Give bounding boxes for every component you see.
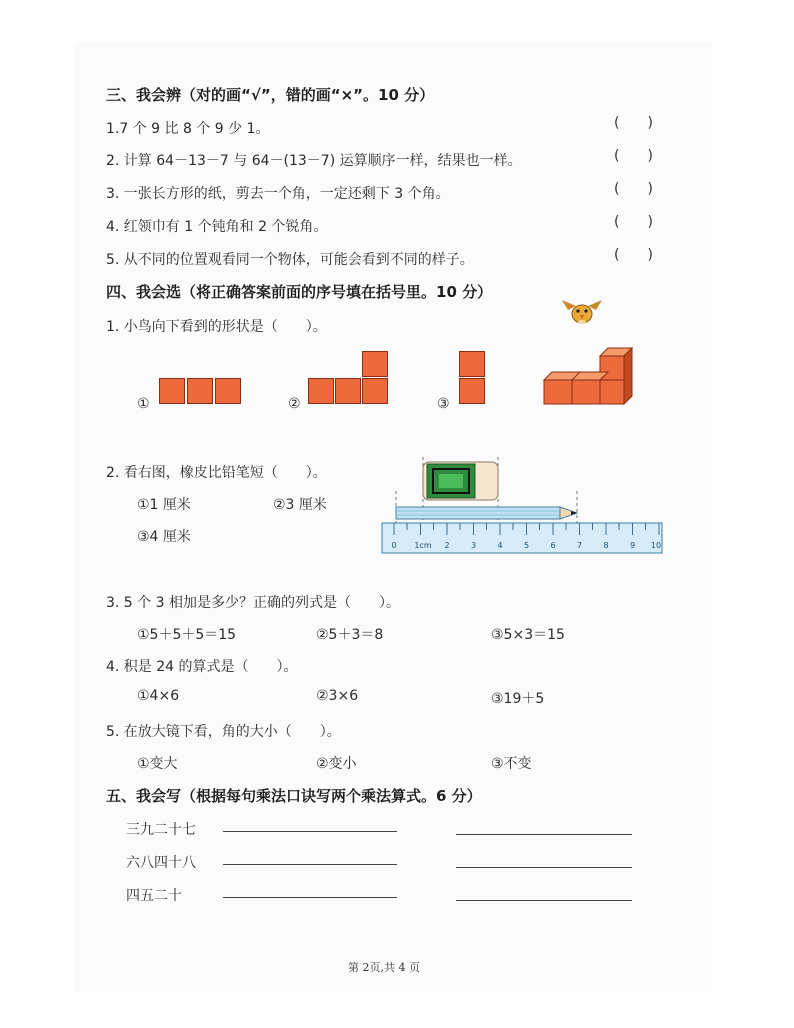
eraser-icon bbox=[423, 462, 498, 500]
multiplication-rhyme-3: 四五二十 bbox=[126, 888, 182, 904]
ruler-label-10: 10 bbox=[650, 541, 662, 550]
choice-q4-option-3[interactable]: ③19＋5 bbox=[491, 691, 545, 707]
page-number: 第 2页,共 4 页 bbox=[348, 961, 420, 974]
choice-q2-option-1[interactable]: ①1 厘米 bbox=[137, 497, 191, 513]
ruler-label-6: 6 bbox=[550, 541, 556, 550]
judge-answer-4[interactable]: ( ) bbox=[614, 214, 653, 230]
answer-line-2b[interactable] bbox=[456, 867, 632, 868]
multiplication-rhyme-1: 三九二十七 bbox=[126, 822, 196, 838]
choice-q3-option-2[interactable]: ②5＋3＝8 bbox=[316, 627, 384, 643]
choice-q3-option-3[interactable]: ③5×3＝15 bbox=[491, 627, 565, 643]
judge-answer-3[interactable]: ( ) bbox=[614, 181, 653, 197]
answer-line-2a[interactable] bbox=[223, 864, 397, 865]
bird-icon bbox=[560, 296, 604, 330]
judge-item-4: 4. 红领巾有 1 个钝角和 2 个锐角。 bbox=[106, 219, 328, 235]
judge-item-1: 1.7 个 9 比 8 个 9 少 1。 bbox=[106, 121, 270, 137]
judge-item-5: 5. 从不同的位置观看同一个物体，可能会看到不同的样子。 bbox=[106, 252, 474, 268]
choice-q1: 1. 小鸟向下看到的形状是（ ）。 bbox=[106, 319, 327, 335]
choice-q5-option-2[interactable]: ②变小 bbox=[316, 756, 357, 772]
ruler-label-8: 8 bbox=[603, 541, 609, 550]
choice-q5: 5. 在放大镜下看，角的大小（ ）。 bbox=[106, 724, 341, 740]
answer-line-3b[interactable] bbox=[456, 900, 632, 901]
choice-q2-option-2[interactable]: ②3 厘米 bbox=[273, 497, 327, 513]
ruler-icon bbox=[382, 523, 662, 553]
judge-answer-5[interactable]: ( ) bbox=[614, 247, 653, 263]
choice-q2: 2. 看右图，橡皮比铅笔短（ ）。 bbox=[106, 465, 327, 481]
multiplication-rhyme-2: 六八四十八 bbox=[126, 855, 196, 871]
ruler-label-9: 9 bbox=[629, 541, 636, 550]
judge-answer-2[interactable]: ( ) bbox=[614, 148, 653, 164]
shape-option-3-label[interactable]: ③ bbox=[437, 396, 450, 412]
ruler-label-4: 4 bbox=[497, 541, 503, 550]
eraser-pencil-ruler-figure bbox=[380, 455, 666, 557]
ruler-label-7: 7 bbox=[576, 541, 583, 550]
ruler-label-2: 2 bbox=[444, 541, 450, 550]
choice-q5-option-3[interactable]: ③不变 bbox=[491, 756, 532, 772]
choice-q3-option-1[interactable]: ①5＋5＋5＝15 bbox=[137, 627, 237, 643]
cube-stack-figure bbox=[540, 344, 640, 410]
answer-line-1a[interactable] bbox=[223, 831, 397, 832]
judge-item-2: 2. 计算 64－13－7 与 64－(13－7) 运算顺序一样，结果也一样。 bbox=[106, 153, 522, 169]
section4-title: 四、我会选（将正确答案前面的序号填在括号里。10 分） bbox=[106, 283, 493, 301]
ruler-label-0: 0 bbox=[391, 541, 397, 550]
ruler-label-3: 3 bbox=[470, 541, 477, 550]
choice-q4-option-1[interactable]: ①4×6 bbox=[137, 688, 180, 704]
pencil-icon bbox=[396, 507, 577, 519]
choice-q3: 3. 5 个 3 相加是多少？正确的列式是（ ）。 bbox=[106, 595, 400, 611]
ruler-label-5: 5 bbox=[523, 541, 530, 550]
judge-answer-1[interactable]: ( ) bbox=[614, 115, 653, 131]
choice-q5-option-1[interactable]: ①变大 bbox=[137, 756, 178, 772]
shape-option-2-label[interactable]: ② bbox=[288, 396, 301, 412]
choice-q4: 4. 积是 24 的算式是（ ）。 bbox=[106, 659, 298, 675]
answer-line-1b[interactable] bbox=[456, 834, 632, 835]
choice-q2-option-3[interactable]: ③4 厘米 bbox=[137, 529, 191, 545]
section5-title: 五、我会写（根据每句乘法口诀写两个乘法算式。6 分） bbox=[106, 787, 482, 805]
section3-title: 三、我会辨（对的画“√”，错的画“×”。10 分） bbox=[106, 86, 435, 104]
choice-q4-option-2[interactable]: ②3×6 bbox=[316, 688, 359, 704]
answer-line-3a[interactable] bbox=[223, 897, 397, 898]
judge-item-3: 3. 一张长方形的纸，剪去一个角，一定还剩下 3 个角。 bbox=[106, 186, 450, 202]
ruler-label-1: 1cm bbox=[414, 541, 432, 550]
shape-option-1-label[interactable]: ① bbox=[137, 396, 150, 412]
